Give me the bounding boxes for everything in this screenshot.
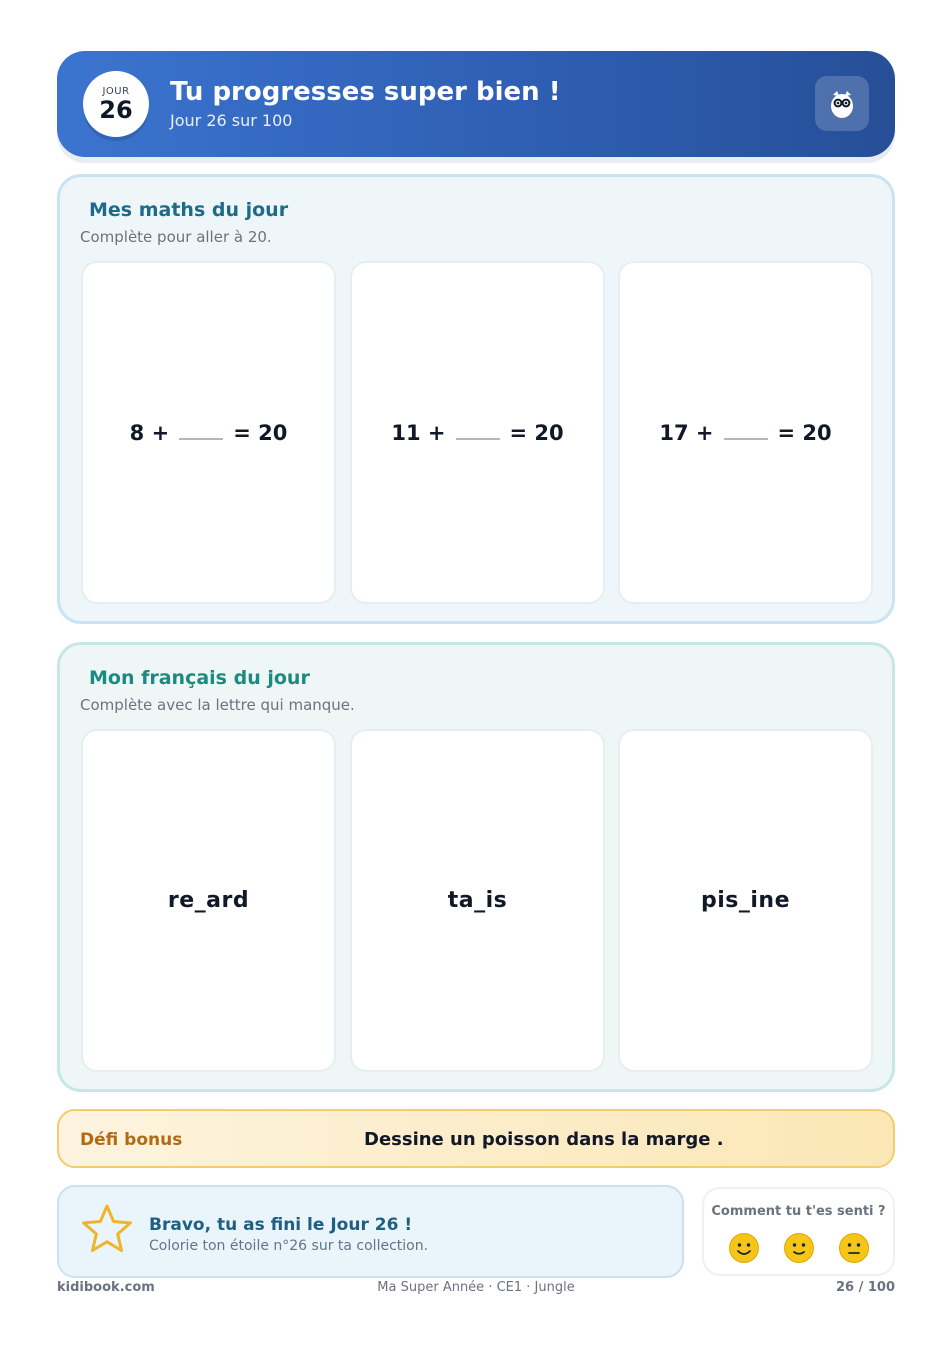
answer-blank[interactable] <box>179 422 223 440</box>
day-header <box>57 51 895 157</box>
maths-title: Mes maths du jour <box>89 199 289 221</box>
smiling-face-icon[interactable] <box>783 1232 815 1268</box>
equation-left: 17 + <box>659 420 714 445</box>
answer-blank[interactable] <box>724 422 768 440</box>
feeling-options <box>728 1232 870 1268</box>
word-card <box>618 729 873 1072</box>
feeling-title: Comment tu t'es senti ? <box>711 1204 886 1219</box>
completion-banner <box>57 1185 684 1278</box>
francais-section <box>57 642 895 1092</box>
word-exercise: re_ard <box>167 888 250 913</box>
page-title: Tu progresses super bien ! <box>170 77 561 107</box>
maths-section <box>57 174 895 624</box>
footer-page-number: 26 / 100 <box>835 1280 895 1295</box>
page-footer <box>57 1280 895 1298</box>
day-badge <box>83 71 149 137</box>
word-exercise: ta_is <box>447 888 508 913</box>
equation-left: 8 + <box>129 420 170 445</box>
maths-exercise-card <box>81 261 336 604</box>
neutral-face-icon[interactable] <box>838 1232 870 1268</box>
equation <box>391 421 563 445</box>
owl-icon <box>815 76 869 131</box>
equation-right: = 20 <box>233 420 288 445</box>
maths-exercise-card <box>618 261 873 604</box>
francais-title: Mon français du jour <box>89 667 310 689</box>
francais-instruction: Complète avec la lettre qui manque. <box>80 696 355 714</box>
bonus-label: Défi bonus <box>80 1130 183 1150</box>
word-card <box>81 729 336 1072</box>
equation <box>130 421 288 445</box>
maths-instruction: Complète pour aller à 20. <box>80 228 272 246</box>
equation-left: 11 + <box>391 420 446 445</box>
word-exercise: pis_ine <box>700 888 790 913</box>
footer-book: Ma Super Année · CE1 · Jungle <box>377 1280 575 1295</box>
day-badge-number: 26 <box>99 95 133 124</box>
star-icon <box>81 1203 133 1259</box>
page-subtitle: Jour 26 sur 100 <box>170 111 293 130</box>
completion-subtitle: Colorie ton étoile n°26 sur ta collection. <box>149 1238 429 1254</box>
equation-right: = 20 <box>777 420 832 445</box>
maths-exercise-card <box>350 261 605 604</box>
bonus-challenge <box>57 1109 895 1168</box>
answer-blank[interactable] <box>456 422 500 440</box>
feeling-box <box>702 1187 895 1276</box>
equation-right: = 20 <box>509 420 564 445</box>
day-badge-label: JOUR <box>102 85 130 97</box>
bonus-text: Dessine un poisson dans la marge . <box>364 1129 724 1150</box>
footer-site: kidibook.com <box>57 1280 155 1295</box>
happy-face-icon[interactable] <box>728 1232 760 1268</box>
equation <box>659 421 831 445</box>
completion-title: Bravo, tu as fini le Jour 26 ! <box>149 1215 413 1235</box>
word-card <box>350 729 605 1072</box>
